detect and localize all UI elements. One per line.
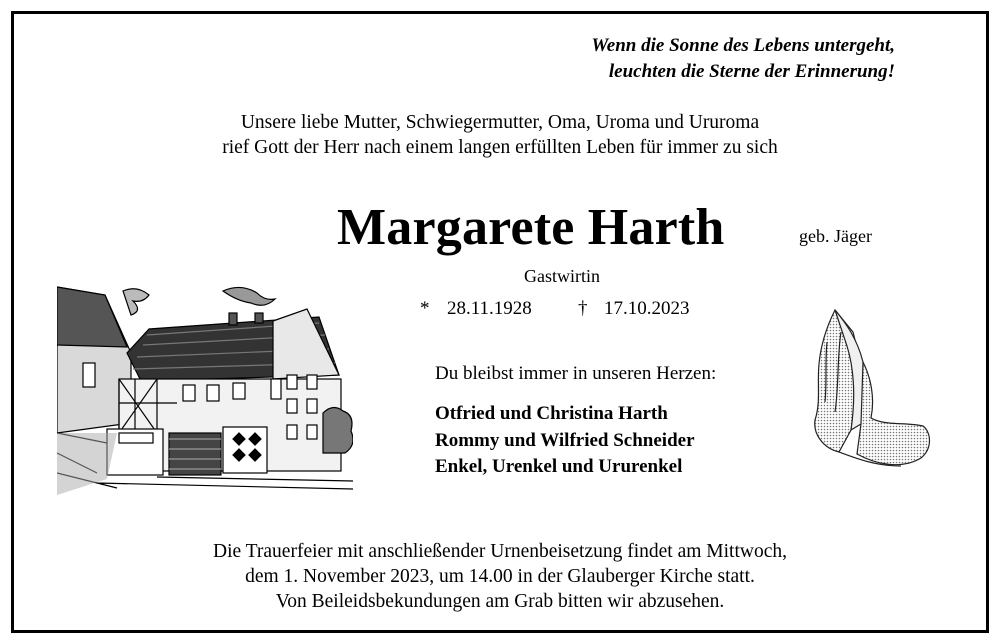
praying-hands-icon [805, 302, 937, 472]
house-sketch-icon [57, 283, 353, 498]
mourner-line: Enkel, Urenkel und Ururenkel [435, 456, 683, 477]
death-date: 17.10.2023 [604, 298, 690, 319]
birth-symbol: * [420, 298, 430, 319]
motto-line-1: Wenn die Sonne des Lebens untergeht, [591, 35, 895, 56]
notice-line-1: Die Trauerfeier mit anschließender Urnenbeisetzung findet am Mittwoch, [213, 541, 787, 562]
notice-line-3: Von Beileidsbekundungen am Grab bitten wir abzusehen. [275, 591, 725, 612]
maiden-name: geb. Jäger [799, 226, 872, 246]
deceased-name: Margarete Harth [337, 199, 725, 256]
occupation: Gastwirtin [524, 266, 600, 286]
death-symbol: † [578, 298, 588, 319]
intro-line-1: Unsere liebe Mutter, Schwiegermutter, Oma, Uroma und Ururoma [240, 112, 760, 133]
birth-date: 28.11.1928 [447, 298, 532, 319]
notice-line-2: dem 1. November 2023, um 14.00 in der Glauberger Kirche statt. [245, 566, 755, 587]
mourner-line: Rommy und Wilfried Schneider [435, 430, 695, 451]
mourner-line: Otfried und Christina Harth [435, 403, 668, 424]
intro-line-2: rief Gott der Herr nach einem langen erfüllten Leben für immer zu sich [222, 137, 778, 158]
farewell-line: Du bleibst immer in unseren Herzen: [435, 363, 717, 384]
motto-line-2: leuchten die Sterne der Erinnerung! [608, 61, 895, 82]
